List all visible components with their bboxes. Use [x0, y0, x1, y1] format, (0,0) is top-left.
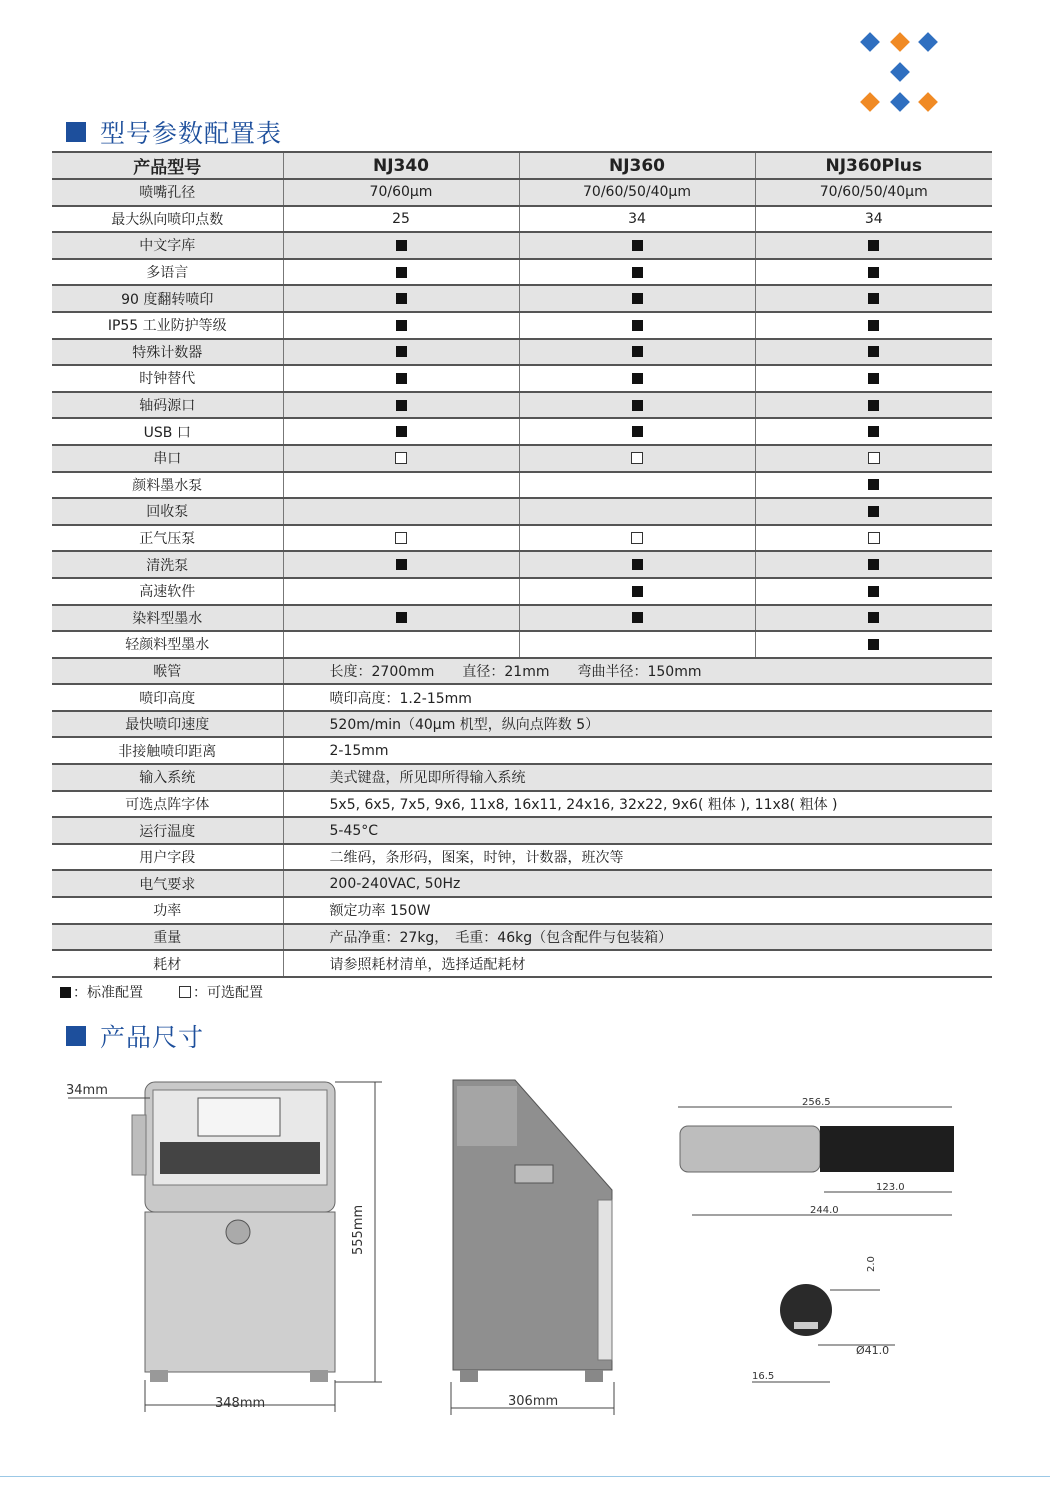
row-value: 喷印高度：1.2-15mm [283, 684, 992, 711]
dim-title-text: 产品尺寸 [100, 1023, 205, 1052]
standard-mark-icon [632, 612, 643, 623]
filled-square-icon [60, 987, 71, 998]
row-label: 中文字库 [52, 232, 283, 259]
cell [519, 418, 755, 445]
row-value: 额定功率 150W [283, 897, 992, 924]
cell [283, 285, 519, 312]
dimension-drawings [0, 1060, 1050, 1440]
table-row [52, 897, 992, 924]
row-label: 染料型墨水 [52, 605, 283, 632]
cell [283, 418, 519, 445]
dim-side-depth: 306mm [508, 1394, 559, 1409]
table-row [52, 392, 992, 419]
row-value: 美式键盘，所见即所得输入系统 [283, 764, 992, 791]
row-label: 清洗泵 [52, 551, 283, 578]
cell [519, 525, 755, 552]
standard-mark-icon [632, 586, 643, 597]
cell [283, 259, 519, 286]
standard-mark-icon [396, 373, 407, 384]
table-row [52, 870, 992, 897]
cell [755, 259, 992, 286]
row-label: 可选点阵字体 [52, 791, 283, 818]
row-label: 电气要求 [52, 870, 283, 897]
row-value: 长度：2700mm 直径：21mm 弯曲半径：150mm [283, 658, 992, 685]
spec-table [52, 151, 992, 978]
row-label: 耗材 [52, 950, 283, 977]
cell [283, 392, 519, 419]
cell: 70/60/50/40μm [755, 179, 992, 206]
standard-mark-icon [868, 267, 879, 278]
row-label: IP55 工业防护等级 [52, 312, 283, 339]
cell [519, 259, 755, 286]
standard-mark-icon [868, 639, 879, 650]
standard-mark-icon [396, 559, 407, 570]
cell [519, 339, 755, 366]
cell [283, 525, 519, 552]
table-row [52, 578, 992, 605]
cell [755, 631, 992, 658]
row-label: 轴码源口 [52, 392, 283, 419]
dim-nozzle-len2: 123.0 [876, 1182, 905, 1193]
cell [519, 578, 755, 605]
standard-mark-icon [868, 426, 879, 437]
standard-mark-icon [632, 346, 643, 357]
cell [519, 498, 755, 525]
row-label: 重量 [52, 924, 283, 951]
table-body [52, 179, 992, 977]
cell: 25 [283, 206, 519, 233]
standard-mark-icon [396, 320, 407, 331]
table-row [52, 817, 992, 844]
table-row [52, 605, 992, 632]
row-label: 多语言 [52, 259, 283, 286]
cell [519, 232, 755, 259]
standard-mark-icon [396, 612, 407, 623]
cell [283, 445, 519, 472]
standard-mark-icon [868, 400, 879, 411]
cell [283, 232, 519, 259]
cell [755, 498, 992, 525]
row-label: 喷嘴孔径 [52, 179, 283, 206]
cell [519, 551, 755, 578]
cell [755, 339, 992, 366]
cell: 34 [519, 206, 755, 233]
table-row [52, 791, 992, 818]
row-label: 高速软件 [52, 578, 283, 605]
row-value: 5x5, 6x5, 7x5, 9x6, 11x8, 16x11, 24x16, 32x22, 9x6( 粗体 ), 11x8( 粗体 ) [283, 791, 992, 818]
row-label: 功率 [52, 897, 283, 924]
row-label: 颜料墨水泵 [52, 472, 283, 499]
cell [755, 285, 992, 312]
table-header-cell: 产品型号 [52, 152, 283, 179]
empty-square-icon [179, 986, 191, 998]
standard-mark-icon [868, 240, 879, 251]
table-row [52, 472, 992, 499]
table-row [52, 924, 992, 951]
row-label: 特殊计数器 [52, 339, 283, 366]
table-row [52, 525, 992, 552]
cell [755, 232, 992, 259]
cell [755, 578, 992, 605]
row-value: 请参照耗材清单，选择适配耗材 [283, 950, 992, 977]
row-label: USB 口 [52, 418, 283, 445]
table-row [52, 631, 992, 658]
optional-mark-icon [631, 452, 643, 464]
cell [755, 551, 992, 578]
cell [519, 605, 755, 632]
standard-mark-icon [868, 612, 879, 623]
standard-mark-icon [632, 240, 643, 251]
nozzle-side-drawing [678, 1097, 954, 1216]
cell [755, 605, 992, 632]
row-label: 喉管 [52, 658, 283, 685]
row-label: 用户字段 [52, 844, 283, 871]
table-row [52, 684, 992, 711]
table-row [52, 658, 992, 685]
cell [283, 365, 519, 392]
table-row [52, 711, 992, 738]
cell [283, 631, 519, 658]
row-label: 最快喷印速度 [52, 711, 283, 738]
row-value: 产品净重：27kg， 毛重：46kg（包含配件与包装箱） [283, 924, 992, 951]
row-label: 回收泵 [52, 498, 283, 525]
cell [519, 285, 755, 312]
table-row [52, 498, 992, 525]
optional-mark-icon [395, 532, 407, 544]
standard-mark-icon [396, 346, 407, 357]
table-row [52, 179, 992, 206]
row-label: 运行温度 [52, 817, 283, 844]
table-row [52, 206, 992, 233]
footer-divider [0, 1476, 1050, 1477]
standard-mark-icon [868, 373, 879, 384]
table-header-row [52, 152, 992, 179]
optional-mark-icon [395, 452, 407, 464]
dim-nozzle-len3: 244.0 [810, 1205, 839, 1216]
table-row [52, 737, 992, 764]
standard-mark-icon [868, 586, 879, 597]
standard-mark-icon [632, 293, 643, 304]
legend-optional-label: ：可选配置 [193, 985, 263, 1001]
standard-mark-icon [396, 240, 407, 251]
table-row [52, 312, 992, 339]
table-row [52, 950, 992, 977]
table-row [52, 232, 992, 259]
standard-mark-icon [868, 346, 879, 357]
row-value: 2-15mm [283, 737, 992, 764]
standard-mark-icon [868, 479, 879, 490]
dim-nozzle-len1: 256.5 [802, 1097, 831, 1108]
dim-front-height: 555mm [351, 1204, 366, 1255]
table-header-cell: NJ340 [283, 152, 519, 179]
cell [283, 605, 519, 632]
dim-front-top: 34mm [66, 1083, 108, 1098]
cell [755, 365, 992, 392]
table-row [52, 365, 992, 392]
cell: 34 [755, 206, 992, 233]
legend [60, 982, 263, 1002]
table-header-cell: NJ360Plus [755, 152, 992, 179]
standard-mark-icon [632, 373, 643, 384]
dim-nozzle-dia: Ø41.0 [856, 1344, 890, 1357]
standard-mark-icon [396, 293, 407, 304]
cell [755, 392, 992, 419]
row-label: 非接触喷印距离 [52, 737, 283, 764]
table-row [52, 764, 992, 791]
dimension-section-title [66, 1018, 204, 1054]
cell: 70/60/50/40μm [519, 179, 755, 206]
dim-nozzle-offset: 16.5 [752, 1371, 775, 1382]
cell [755, 312, 992, 339]
cell [283, 578, 519, 605]
nozzle-end-drawing [752, 1256, 895, 1382]
dim-front-width: 348mm [215, 1396, 266, 1411]
standard-mark-icon [632, 400, 643, 411]
standard-mark-icon [632, 426, 643, 437]
row-label: 喷印高度 [52, 684, 283, 711]
spec-title-text: 型号参数配置表 [100, 119, 283, 148]
optional-mark-icon [631, 532, 643, 544]
row-value: 二维码，条形码，图案，时钟，计数器，班次等 [283, 844, 992, 871]
cell [519, 472, 755, 499]
standard-mark-icon [396, 400, 407, 411]
standard-mark-icon [396, 267, 407, 278]
section-square-icon [66, 1026, 86, 1046]
cell [519, 392, 755, 419]
row-label: 90 度翻转喷印 [52, 285, 283, 312]
standard-mark-icon [868, 506, 879, 517]
table-row [52, 418, 992, 445]
dim-nozzle-small: 2.0 [866, 1256, 877, 1272]
section-square-icon [66, 122, 86, 142]
side-view-drawing [451, 1080, 614, 1415]
legend-standard [60, 982, 143, 1002]
row-value: 520m/min（40μm 机型，纵向点阵数 5） [283, 711, 992, 738]
front-view-drawing [66, 1082, 382, 1412]
optional-mark-icon [868, 452, 880, 464]
cell [519, 631, 755, 658]
standard-mark-icon [632, 267, 643, 278]
cell [519, 312, 755, 339]
legend-optional [179, 982, 263, 1002]
standard-mark-icon [868, 320, 879, 331]
cell [755, 472, 992, 499]
cell: 70/60μm [283, 179, 519, 206]
standard-mark-icon [632, 559, 643, 570]
table-row [52, 339, 992, 366]
cell [283, 498, 519, 525]
row-label: 正气压泵 [52, 525, 283, 552]
row-label: 最大纵向喷印点数 [52, 206, 283, 233]
standard-mark-icon [868, 293, 879, 304]
cell [755, 525, 992, 552]
table-row [52, 259, 992, 286]
table-row [52, 445, 992, 472]
standard-mark-icon [396, 426, 407, 437]
brand-logo [858, 30, 942, 114]
row-value: 200-240VAC, 50Hz [283, 870, 992, 897]
table-row [52, 285, 992, 312]
row-label: 轻颜料型墨水 [52, 631, 283, 658]
cell [283, 551, 519, 578]
standard-mark-icon [632, 320, 643, 331]
cell [519, 365, 755, 392]
row-label: 输入系统 [52, 764, 283, 791]
optional-mark-icon [868, 532, 880, 544]
cell [283, 312, 519, 339]
cell [283, 472, 519, 499]
cell [283, 339, 519, 366]
table-header-cell: NJ360 [519, 152, 755, 179]
cell [755, 445, 992, 472]
standard-mark-icon [868, 559, 879, 570]
legend-standard-label: ：标准配置 [73, 985, 143, 1001]
row-value: 5-45°C [283, 817, 992, 844]
cell [755, 418, 992, 445]
cell [519, 445, 755, 472]
row-label: 串口 [52, 445, 283, 472]
row-label: 时钟替代 [52, 365, 283, 392]
spec-section-title [66, 114, 282, 150]
table-row [52, 551, 992, 578]
table-row [52, 844, 992, 871]
